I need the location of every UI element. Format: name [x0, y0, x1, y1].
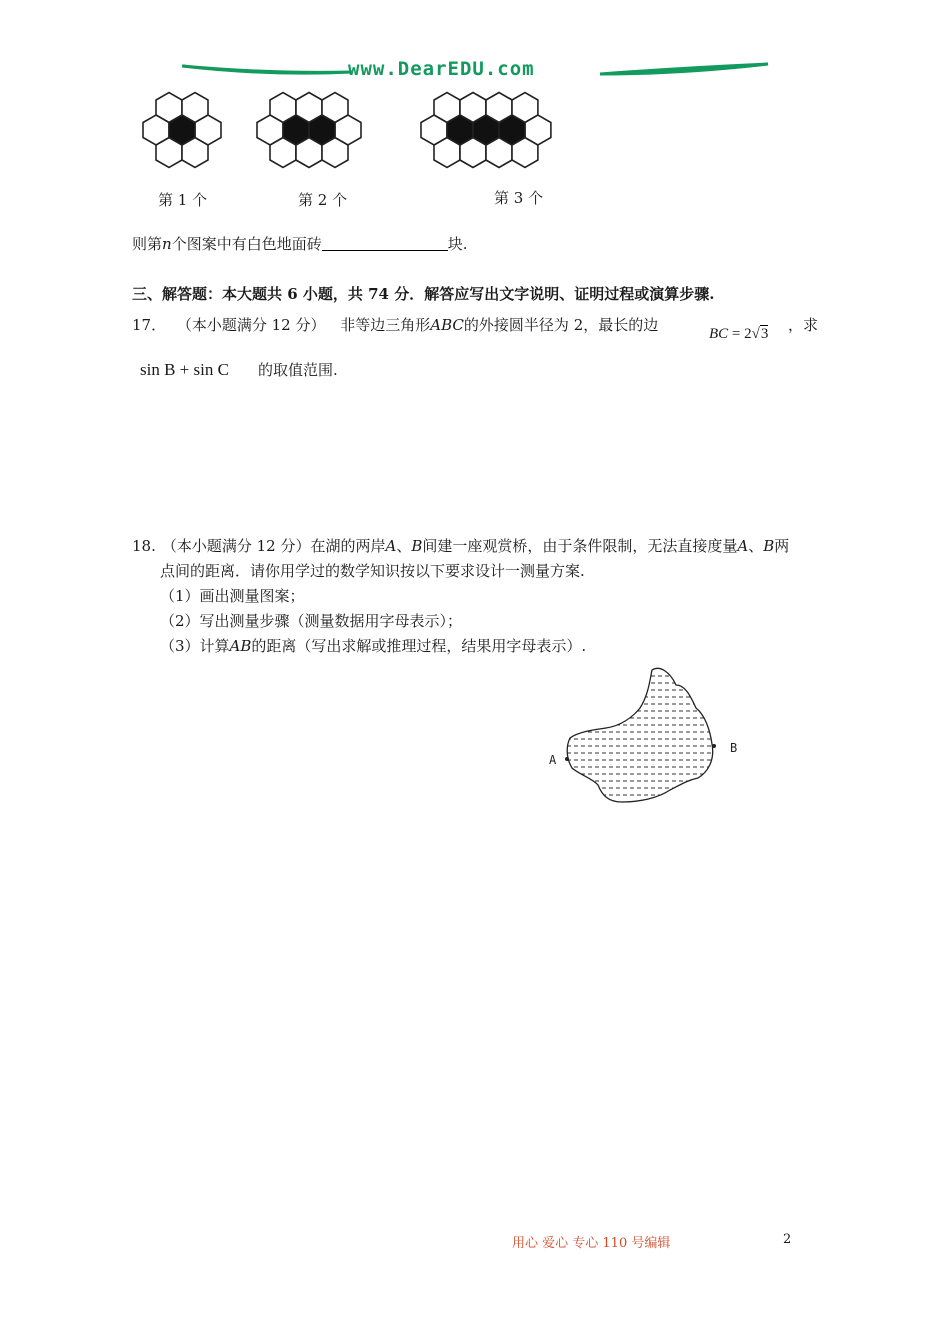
black-hex-tile	[309, 115, 335, 145]
question-18-line-1	[132, 536, 789, 556]
sqrt-icon: √	[751, 326, 760, 342]
question-17-line-1	[132, 315, 658, 335]
q18-var-b-2: B	[763, 537, 775, 555]
q18-number: 18.	[132, 537, 156, 555]
page-header	[180, 54, 770, 88]
figure-label-3: 第 3 个	[494, 189, 544, 207]
figure-label-1: 第 1 个	[158, 191, 208, 209]
q18-sep: 、	[396, 537, 412, 555]
q18-line1-a: （本小题满分 12 分）在湖的两岸	[161, 537, 386, 555]
q17-text-c: ，求	[788, 316, 819, 334]
q18-line1-b: 间建一座观赏桥，由于条件限制，无法直接度量	[422, 537, 738, 555]
header-swoosh-left	[180, 54, 360, 88]
white-hex-tile	[195, 115, 221, 145]
lake-label-b: B	[730, 741, 738, 755]
q18-item3-b: 的距离（写出求解或推理过程，结果用字母表示）.	[251, 637, 587, 655]
q17-bc-root: 3	[760, 326, 769, 342]
q16-suffix: 个图案中有白色地面砖	[171, 235, 322, 253]
black-hex-tile	[283, 115, 309, 145]
lake-outline	[567, 668, 712, 802]
header-swoosh-right	[600, 54, 770, 88]
page-number: 2	[783, 1232, 792, 1247]
q17-bc-label: BC	[709, 326, 729, 342]
figure-label-2: 第 2 个	[298, 191, 348, 209]
q16-var-n: n	[162, 235, 172, 253]
q18-item-3	[160, 636, 586, 656]
answer-blank[interactable]	[322, 236, 448, 251]
white-hex-tile	[257, 115, 283, 145]
lake-label-a: A	[549, 753, 557, 767]
q18-var-a: A	[385, 537, 397, 555]
q16-after-blank: 块.	[447, 235, 468, 253]
q18-item-2: （2）写出测量步骤（测量数据用字母表示）；	[160, 612, 463, 630]
black-hex-tile	[169, 115, 195, 145]
black-hex-tile	[447, 115, 473, 145]
q17-score: （本小题满分 12 分）	[176, 316, 326, 334]
q18-line1-c: 两	[774, 537, 790, 555]
q18-item3-var: AB	[229, 637, 252, 655]
q17-text-d: 的取值范围.	[258, 361, 338, 379]
point-b-marker	[712, 744, 716, 748]
point-a-marker	[565, 757, 569, 761]
black-hex-tile	[499, 115, 525, 145]
question-16-line	[132, 234, 467, 254]
white-hex-tile	[421, 115, 447, 145]
q17-text-b: 的外接圆半径为 2，最长的边	[463, 316, 659, 334]
q17-bc-formula	[709, 326, 768, 343]
q17-text-a: 非等边三角形	[340, 316, 431, 334]
q18-var-a-2: A	[737, 537, 749, 555]
black-hex-tile	[473, 115, 499, 145]
white-hex-tile	[143, 115, 169, 145]
q17-number: 17．	[132, 316, 167, 334]
q17-expr: sin B + sin C	[140, 360, 229, 379]
q18-item-1: （1）画出测量图案；	[160, 587, 305, 605]
site-logo-text: www.DearEDU.com	[348, 58, 535, 80]
q18-item3-a: （3）计算	[160, 637, 230, 655]
q18-var-b: B	[411, 537, 423, 555]
hexagon-pattern-figures	[130, 86, 630, 186]
q18-sep-2: 、	[748, 537, 764, 555]
question-18-line-2: 点间的距离．请你用学过的数学知识按以下要求设计一测量方案.	[160, 562, 585, 580]
q17-var-abc: ABC	[430, 316, 464, 334]
footer-text: 用心 爱心 专心 110 号编辑	[512, 1236, 671, 1251]
white-hex-tile	[335, 115, 361, 145]
section-3-title: 三、解答题：本大题共 6 小题，共 74 分．解答应写出文字说明、证明过程或演算步骤.	[132, 285, 715, 303]
q17-bc-eq: = 2	[731, 326, 752, 342]
lake-diagram	[540, 660, 760, 810]
q16-prefix: 则第	[132, 235, 163, 253]
white-hex-tile	[525, 115, 551, 145]
q17-expression	[140, 360, 229, 380]
